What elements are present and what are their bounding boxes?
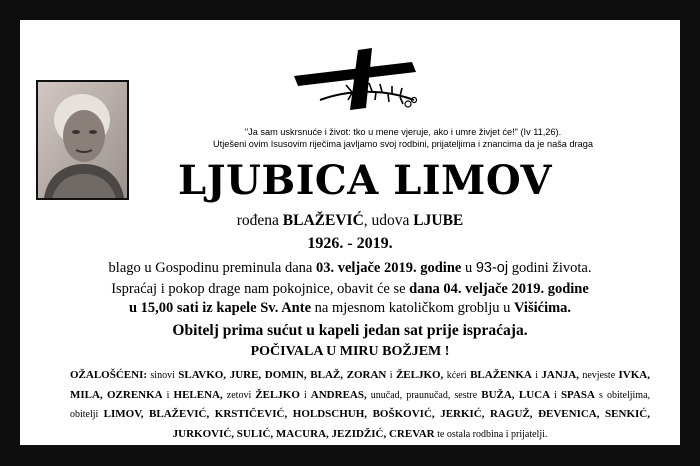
mourner-text: i bbox=[162, 389, 174, 401]
mourner-names: ŽELJKO bbox=[255, 388, 300, 401]
mourner-names: BLAŽENKA bbox=[470, 369, 532, 381]
funeral-line-2 bbox=[20, 300, 680, 317]
maiden-name-line bbox=[20, 212, 680, 230]
funeral-mid: na mjesnom katoličkom groblju u bbox=[311, 300, 514, 316]
mourner-text: zetovi bbox=[222, 389, 256, 401]
mourner-text: i bbox=[386, 370, 396, 381]
quote-line-1: "Ja sam uskrsnuće i život: tko u mene vjeruje, ako i umre živjet će!" (Iv 11,26). bbox=[244, 127, 562, 137]
mourner-text: unučad, praunučad, sestre bbox=[366, 389, 482, 401]
obituary-card bbox=[20, 20, 680, 445]
mourners-paragraph bbox=[70, 366, 650, 444]
death-mid: u bbox=[461, 260, 476, 276]
mourner-text: te ostala rodbina i prijatelji. bbox=[434, 428, 548, 440]
mourner-text: i bbox=[531, 370, 542, 381]
mourner-text: kćeri bbox=[443, 370, 471, 381]
mourner-text: sinovi bbox=[147, 370, 179, 381]
cross-icon bbox=[292, 48, 422, 110]
funeral-date: dana 04. veljače 2019. godine bbox=[409, 281, 589, 297]
condolence-line: Obitelj prima sućut u kapeli jedan sat prije ispraćaja. bbox=[172, 322, 528, 339]
mourner-names: BUŽA, LUCA bbox=[481, 388, 551, 401]
mourner-text: i bbox=[299, 389, 311, 401]
death-line bbox=[20, 260, 680, 277]
mourner-names: LIMOV, BLAŽEVIĆ, KRSTIČEVIĆ, HOLDSCHUH, BOŠKOVIĆ, JERKIĆ, RAGUŽ, ĐEVENICA, SENKIĆ, JURKOVIĆ, SULIĆ, MACURA, JEZIDŽIĆ, CREVAR bbox=[103, 408, 650, 440]
portrait-image bbox=[38, 82, 127, 198]
mourners-heading: OŽALOŠĆENI: bbox=[70, 369, 148, 381]
death-pre: blago u Gospodinu preminula dana bbox=[108, 260, 316, 276]
mourner-names: ŽELJKO, bbox=[395, 369, 444, 381]
mourner-names: IVKA, MILA, OZRENKA bbox=[70, 369, 651, 401]
born-prefix: rođena bbox=[236, 212, 283, 229]
mourner-names: HELENA, bbox=[173, 388, 223, 401]
mourner-names: SPASA bbox=[560, 388, 595, 401]
mourner-names: SLAVKO, JURE, DOMIN, BLAŽ, ZORAN bbox=[178, 369, 387, 381]
portrait-photo bbox=[36, 80, 129, 200]
mourner-names: JANJA, bbox=[541, 369, 579, 381]
quote-line-2: Utješeni ovim Isusovim riječima javljamo svoj rodbini, prijateljima i znancima da je naša draga bbox=[213, 139, 593, 149]
mourner-names: ANDREAS, bbox=[310, 388, 367, 401]
widow-prefix: , udova bbox=[363, 212, 414, 229]
death-post: godini života. bbox=[508, 260, 592, 276]
mourner-text: i bbox=[550, 389, 561, 401]
death-date: 03. veljače 2019. godine bbox=[315, 260, 462, 276]
death-age: 93-oj bbox=[475, 260, 509, 276]
widow-name: LJUBE bbox=[413, 212, 464, 229]
born-name: BLAŽEVIĆ bbox=[282, 212, 364, 229]
mourner-text: s obiteljima, obitelji bbox=[70, 389, 651, 420]
deceased-name: LJUBICA LIMOV bbox=[177, 157, 553, 204]
funeral-time: u 15,00 sati iz kapele Sv. Ante bbox=[128, 300, 312, 316]
funeral-pre: Ispraćaj i pokop drage nam pokojnice, obavit će se bbox=[111, 281, 410, 297]
funeral-line-1 bbox=[20, 281, 680, 298]
rip-line: POČIVALA U MIRU BOŽJEM ! bbox=[250, 344, 450, 359]
funeral-place: Višićima. bbox=[514, 300, 572, 316]
mourner-text: nevjeste bbox=[578, 370, 619, 381]
life-years: 1926. - 2019. bbox=[307, 235, 393, 252]
bible-quote bbox=[138, 126, 668, 150]
